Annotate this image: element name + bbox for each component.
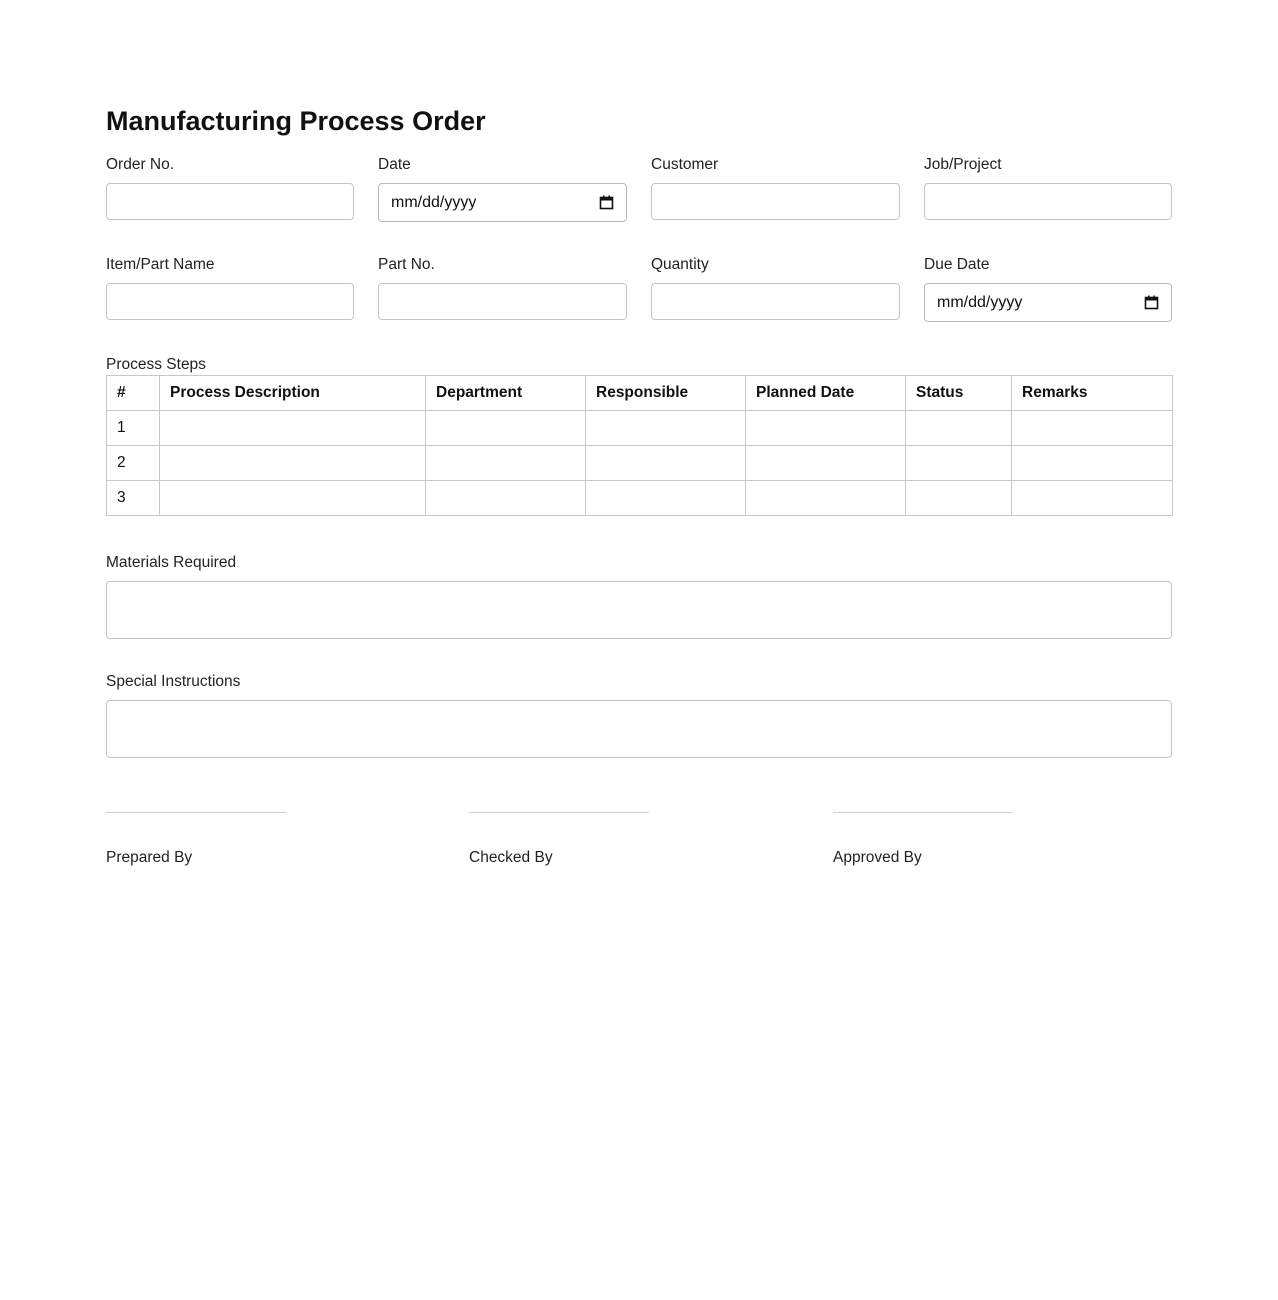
process-description-cell[interactable] xyxy=(160,411,426,446)
date-placeholder: mm/dd/yyyy xyxy=(391,193,477,211)
remarks-cell[interactable] xyxy=(1012,446,1173,481)
column-header-status: Status xyxy=(906,376,1012,411)
prepared-by-label: Prepared By xyxy=(106,849,193,866)
special-instructions-textarea[interactable] xyxy=(106,700,1172,758)
date-label: Date xyxy=(378,156,411,173)
process-description-cell[interactable] xyxy=(160,446,426,481)
order-no-label: Order No. xyxy=(106,156,175,173)
table-row xyxy=(107,446,1173,481)
column-header-planned-date: Planned Date xyxy=(746,376,906,411)
status-cell[interactable] xyxy=(906,446,1012,481)
row-number: 1 xyxy=(107,411,160,446)
job-project-label: Job/Project xyxy=(924,156,1002,173)
table-row xyxy=(107,411,1173,446)
table-header-row xyxy=(107,376,1173,411)
column-header-process-description: Process Description xyxy=(160,376,426,411)
checked-by-label: Checked By xyxy=(469,849,553,866)
special-instructions-label: Special Instructions xyxy=(106,673,241,690)
customer-input[interactable] xyxy=(651,183,900,220)
approved-by-signature-line xyxy=(833,812,1013,813)
approved-by-label: Approved By xyxy=(833,849,922,866)
table-row xyxy=(107,481,1173,516)
materials-required-label: Materials Required xyxy=(106,554,237,571)
row-number: 2 xyxy=(107,446,160,481)
process-steps-table xyxy=(106,375,1173,516)
due-date-label: Due Date xyxy=(924,256,990,273)
part-no-input[interactable] xyxy=(378,283,627,320)
quantity-input[interactable] xyxy=(651,283,900,320)
item-part-name-label: Item/Part Name xyxy=(106,256,215,273)
status-cell[interactable] xyxy=(906,411,1012,446)
calendar-icon[interactable] xyxy=(1144,295,1159,310)
responsible-cell[interactable] xyxy=(586,411,746,446)
status-cell[interactable] xyxy=(906,481,1012,516)
prepared-by-signature-line xyxy=(106,812,286,813)
department-cell[interactable] xyxy=(426,481,586,516)
calendar-icon[interactable] xyxy=(599,195,614,210)
materials-required-textarea[interactable] xyxy=(106,581,1172,639)
process-steps-label: Process Steps xyxy=(106,356,206,373)
job-project-input[interactable] xyxy=(924,183,1172,220)
page-title: Manufacturing Process Order xyxy=(106,106,486,136)
due-date-input[interactable] xyxy=(924,283,1172,322)
process-description-cell[interactable] xyxy=(160,481,426,516)
remarks-cell[interactable] xyxy=(1012,481,1173,516)
item-part-name-input[interactable] xyxy=(106,283,354,320)
checked-by-signature-line xyxy=(469,812,649,813)
column-header-number: # xyxy=(107,376,160,411)
part-no-label: Part No. xyxy=(378,256,435,273)
date-input[interactable] xyxy=(378,183,627,222)
customer-label: Customer xyxy=(651,156,719,173)
department-cell[interactable] xyxy=(426,411,586,446)
due-date-placeholder: mm/dd/yyyy xyxy=(937,293,1023,311)
remarks-cell[interactable] xyxy=(1012,411,1173,446)
planned-date-cell[interactable] xyxy=(746,411,906,446)
order-no-input[interactable] xyxy=(106,183,354,220)
column-header-department: Department xyxy=(426,376,586,411)
quantity-label: Quantity xyxy=(651,256,709,273)
planned-date-cell[interactable] xyxy=(746,446,906,481)
responsible-cell[interactable] xyxy=(586,446,746,481)
planned-date-cell[interactable] xyxy=(746,481,906,516)
department-cell[interactable] xyxy=(426,446,586,481)
responsible-cell[interactable] xyxy=(586,481,746,516)
row-number: 3 xyxy=(107,481,160,516)
column-header-remarks: Remarks xyxy=(1012,376,1173,411)
column-header-responsible: Responsible xyxy=(586,376,746,411)
